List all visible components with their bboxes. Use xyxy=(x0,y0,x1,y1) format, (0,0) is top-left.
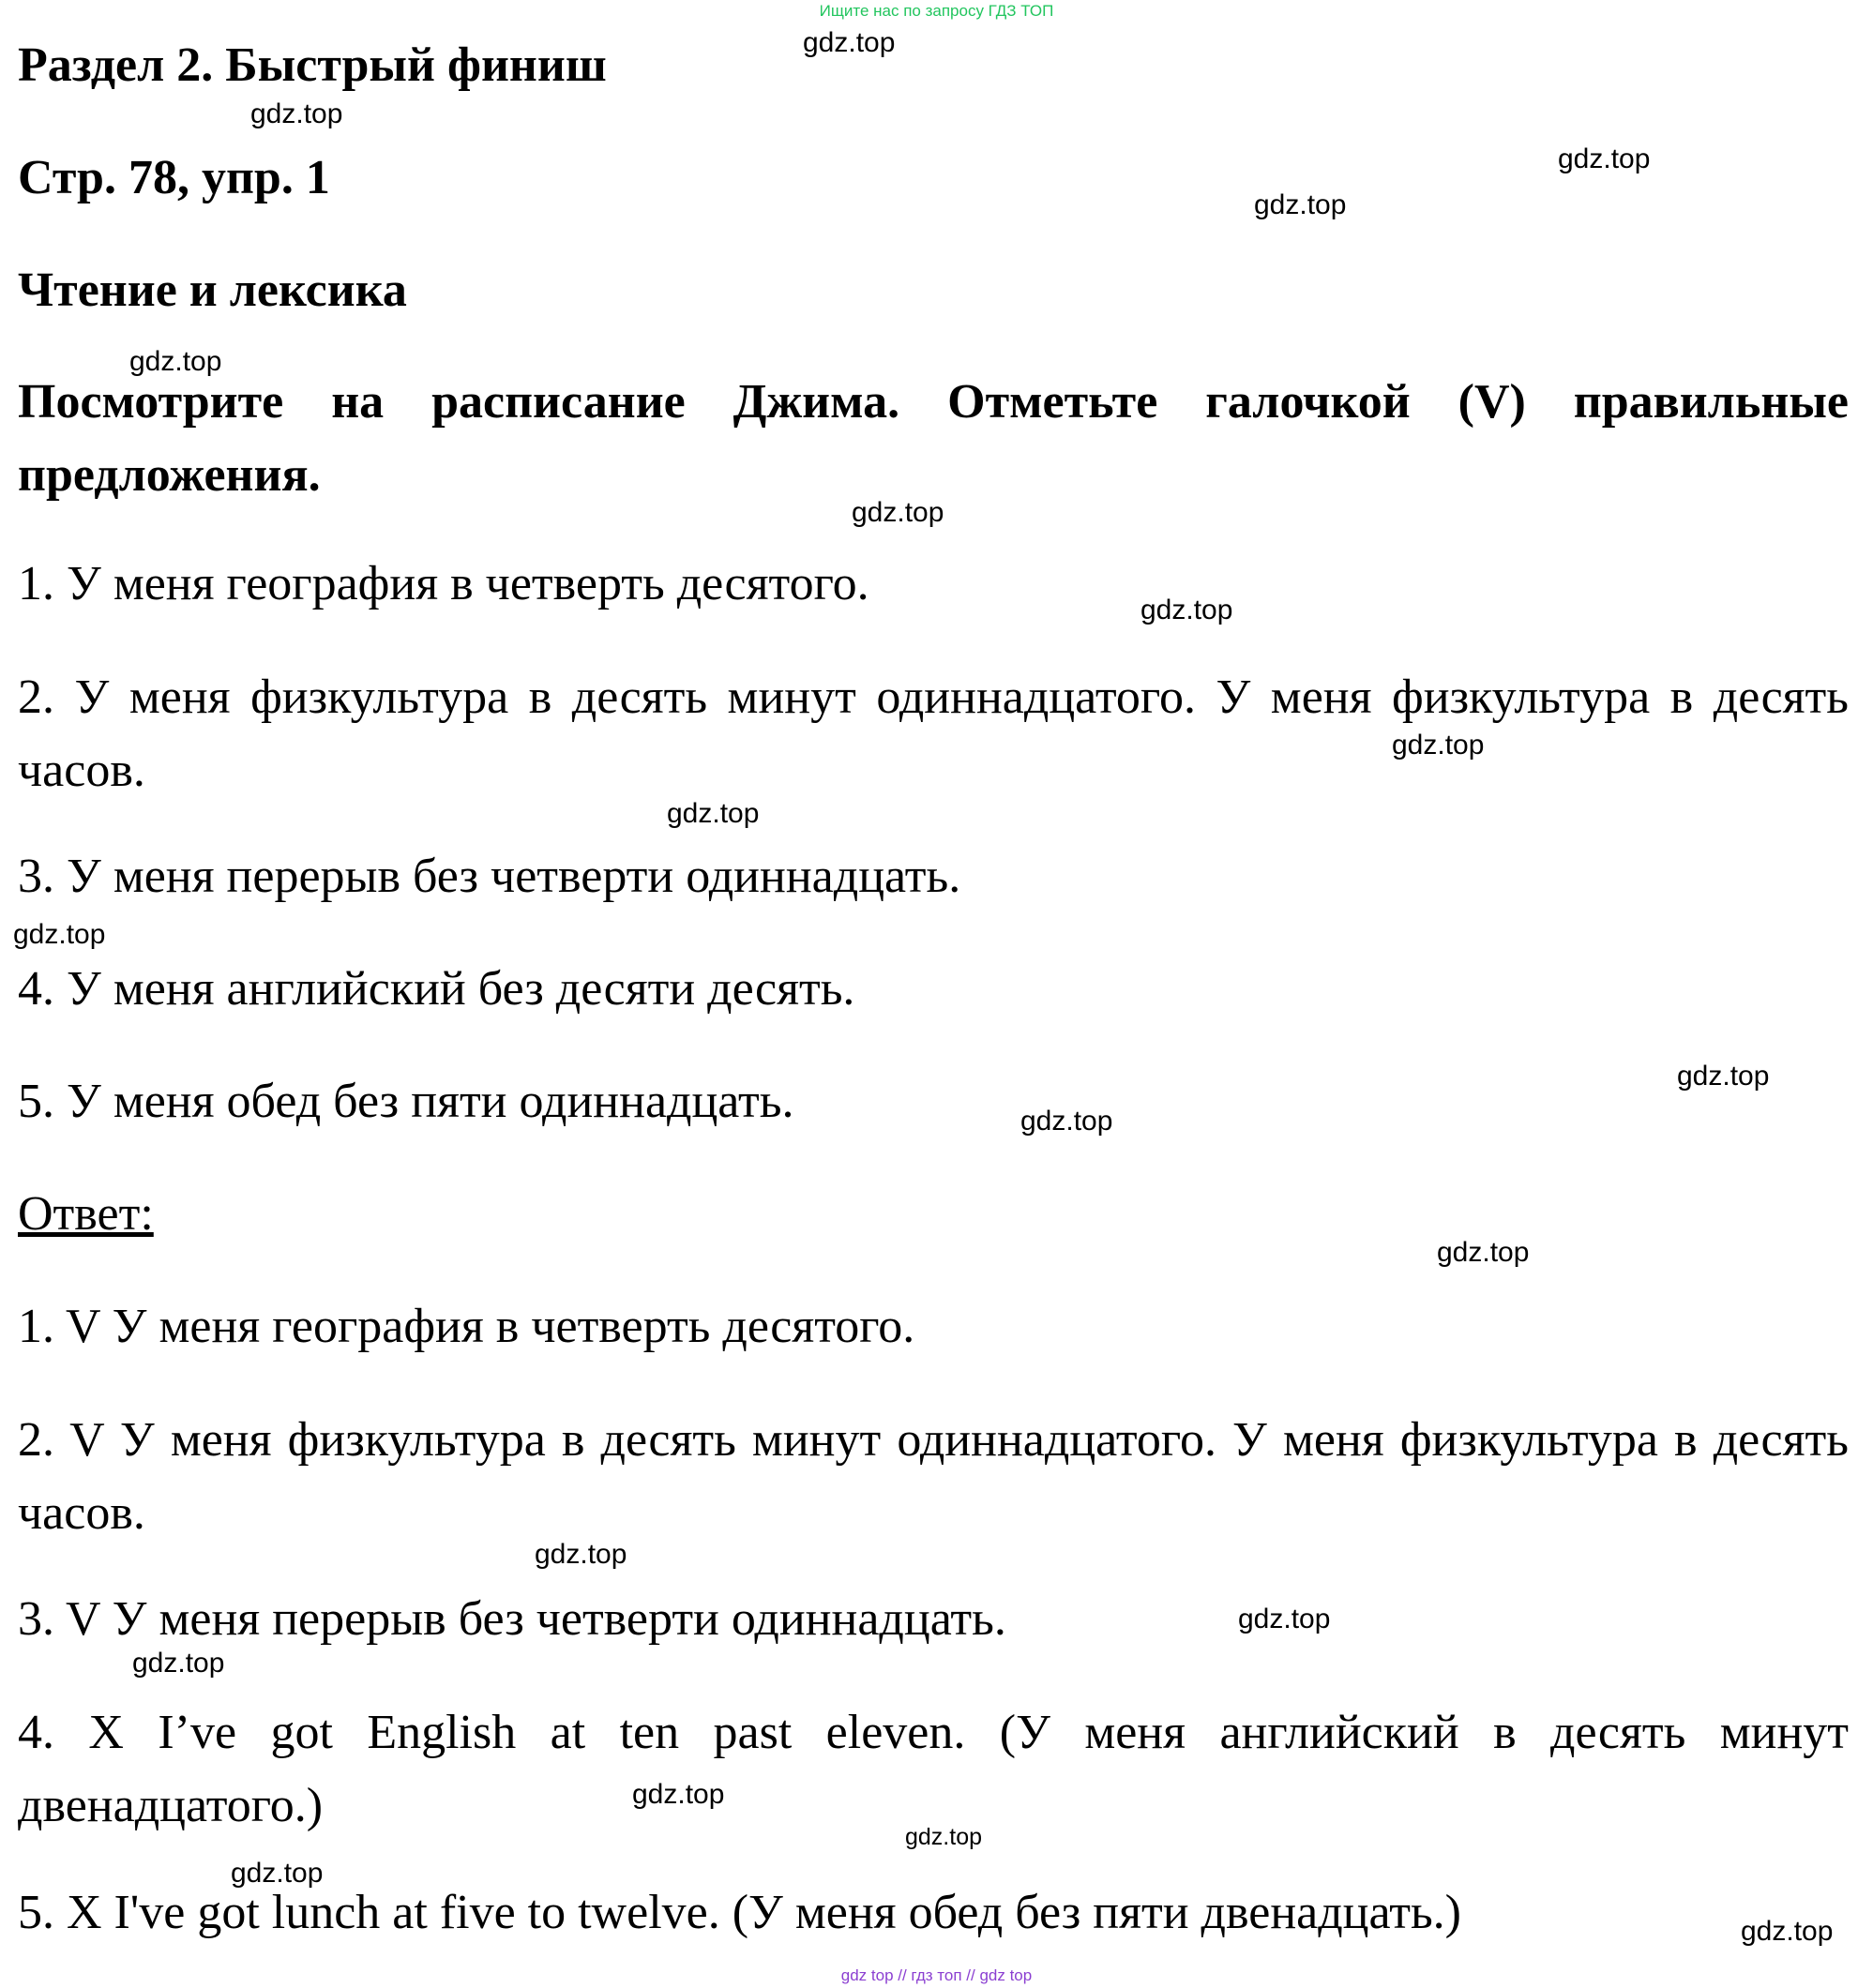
watermark: gdz.top xyxy=(132,1648,225,1679)
watermark: gdz.top xyxy=(129,346,222,377)
subheading: Чтение и лексика xyxy=(18,264,407,317)
answer-item: 4. X I’ve got English at ten past eleven. (У меня английский в десять минут двенадцатого.) xyxy=(18,1706,1849,1832)
answer-item: 5. X I've got lunch at five to twelve. (У меня обед без пяти двенадцать.) xyxy=(18,1886,1462,1939)
watermark: gdz.top xyxy=(803,27,896,58)
task-item: 1. У меня география в четверть десятого. xyxy=(18,557,869,610)
watermark: gdz.top xyxy=(1020,1106,1113,1137)
answer-item: 2. V У меня физкультура в десять минут одиннадцатого. У меня физкультура в десять часов. xyxy=(18,1413,1849,1540)
answer-item: 3. V У меня перерыв без четверти одиннадцать. xyxy=(18,1592,1006,1646)
watermark: gdz.top xyxy=(535,1539,627,1570)
watermark: gdz.top xyxy=(905,1824,983,1850)
watermark: gdz.top xyxy=(13,919,106,950)
watermark: gdz.top xyxy=(1140,595,1233,625)
watermark: gdz.top xyxy=(231,1858,324,1889)
watermark: gdz.top xyxy=(250,98,343,129)
watermark: gdz.top xyxy=(632,1779,725,1810)
task-item: 5. У меня обед без пяти одиннадцать. xyxy=(18,1075,794,1128)
answer-item: 1. V У меня география в четверть десятого. xyxy=(18,1300,915,1353)
task-item: 3. У меня перерыв без четверти одиннадцать. xyxy=(18,850,961,903)
bottom-banner: gdz top // гдз топ // gdz top xyxy=(840,1966,1033,1984)
watermark: gdz.top xyxy=(1437,1237,1530,1268)
watermark: gdz.top xyxy=(1677,1061,1770,1092)
answer-label: Ответ: xyxy=(18,1187,154,1241)
watermark: gdz.top xyxy=(1238,1604,1331,1634)
task-item: 4. У меня английский без десяти десять. xyxy=(18,962,855,1016)
top-banner: Ищите нас по запросу ГДЗ ТОП xyxy=(819,2,1054,20)
watermark: gdz.top xyxy=(1392,730,1485,761)
watermark: gdz.top xyxy=(852,497,944,528)
page-reference: Стр. 78, упр. 1 xyxy=(18,151,330,204)
watermark: gdz.top xyxy=(1558,143,1651,174)
task-item: 2. У меня физкультура в десять минут одиннадцатого. У меня физкультура в десять часов. xyxy=(18,670,1849,797)
watermark: gdz.top xyxy=(1254,189,1347,220)
watermark: gdz.top xyxy=(667,798,760,829)
instruction: Посмотрите на расписание Джима. Отметьте галочкой (V) правильные предложения. xyxy=(18,375,1849,502)
section-title: Раздел 2. Быстрый финиш xyxy=(18,38,607,92)
watermark: gdz.top xyxy=(1741,1916,1834,1947)
